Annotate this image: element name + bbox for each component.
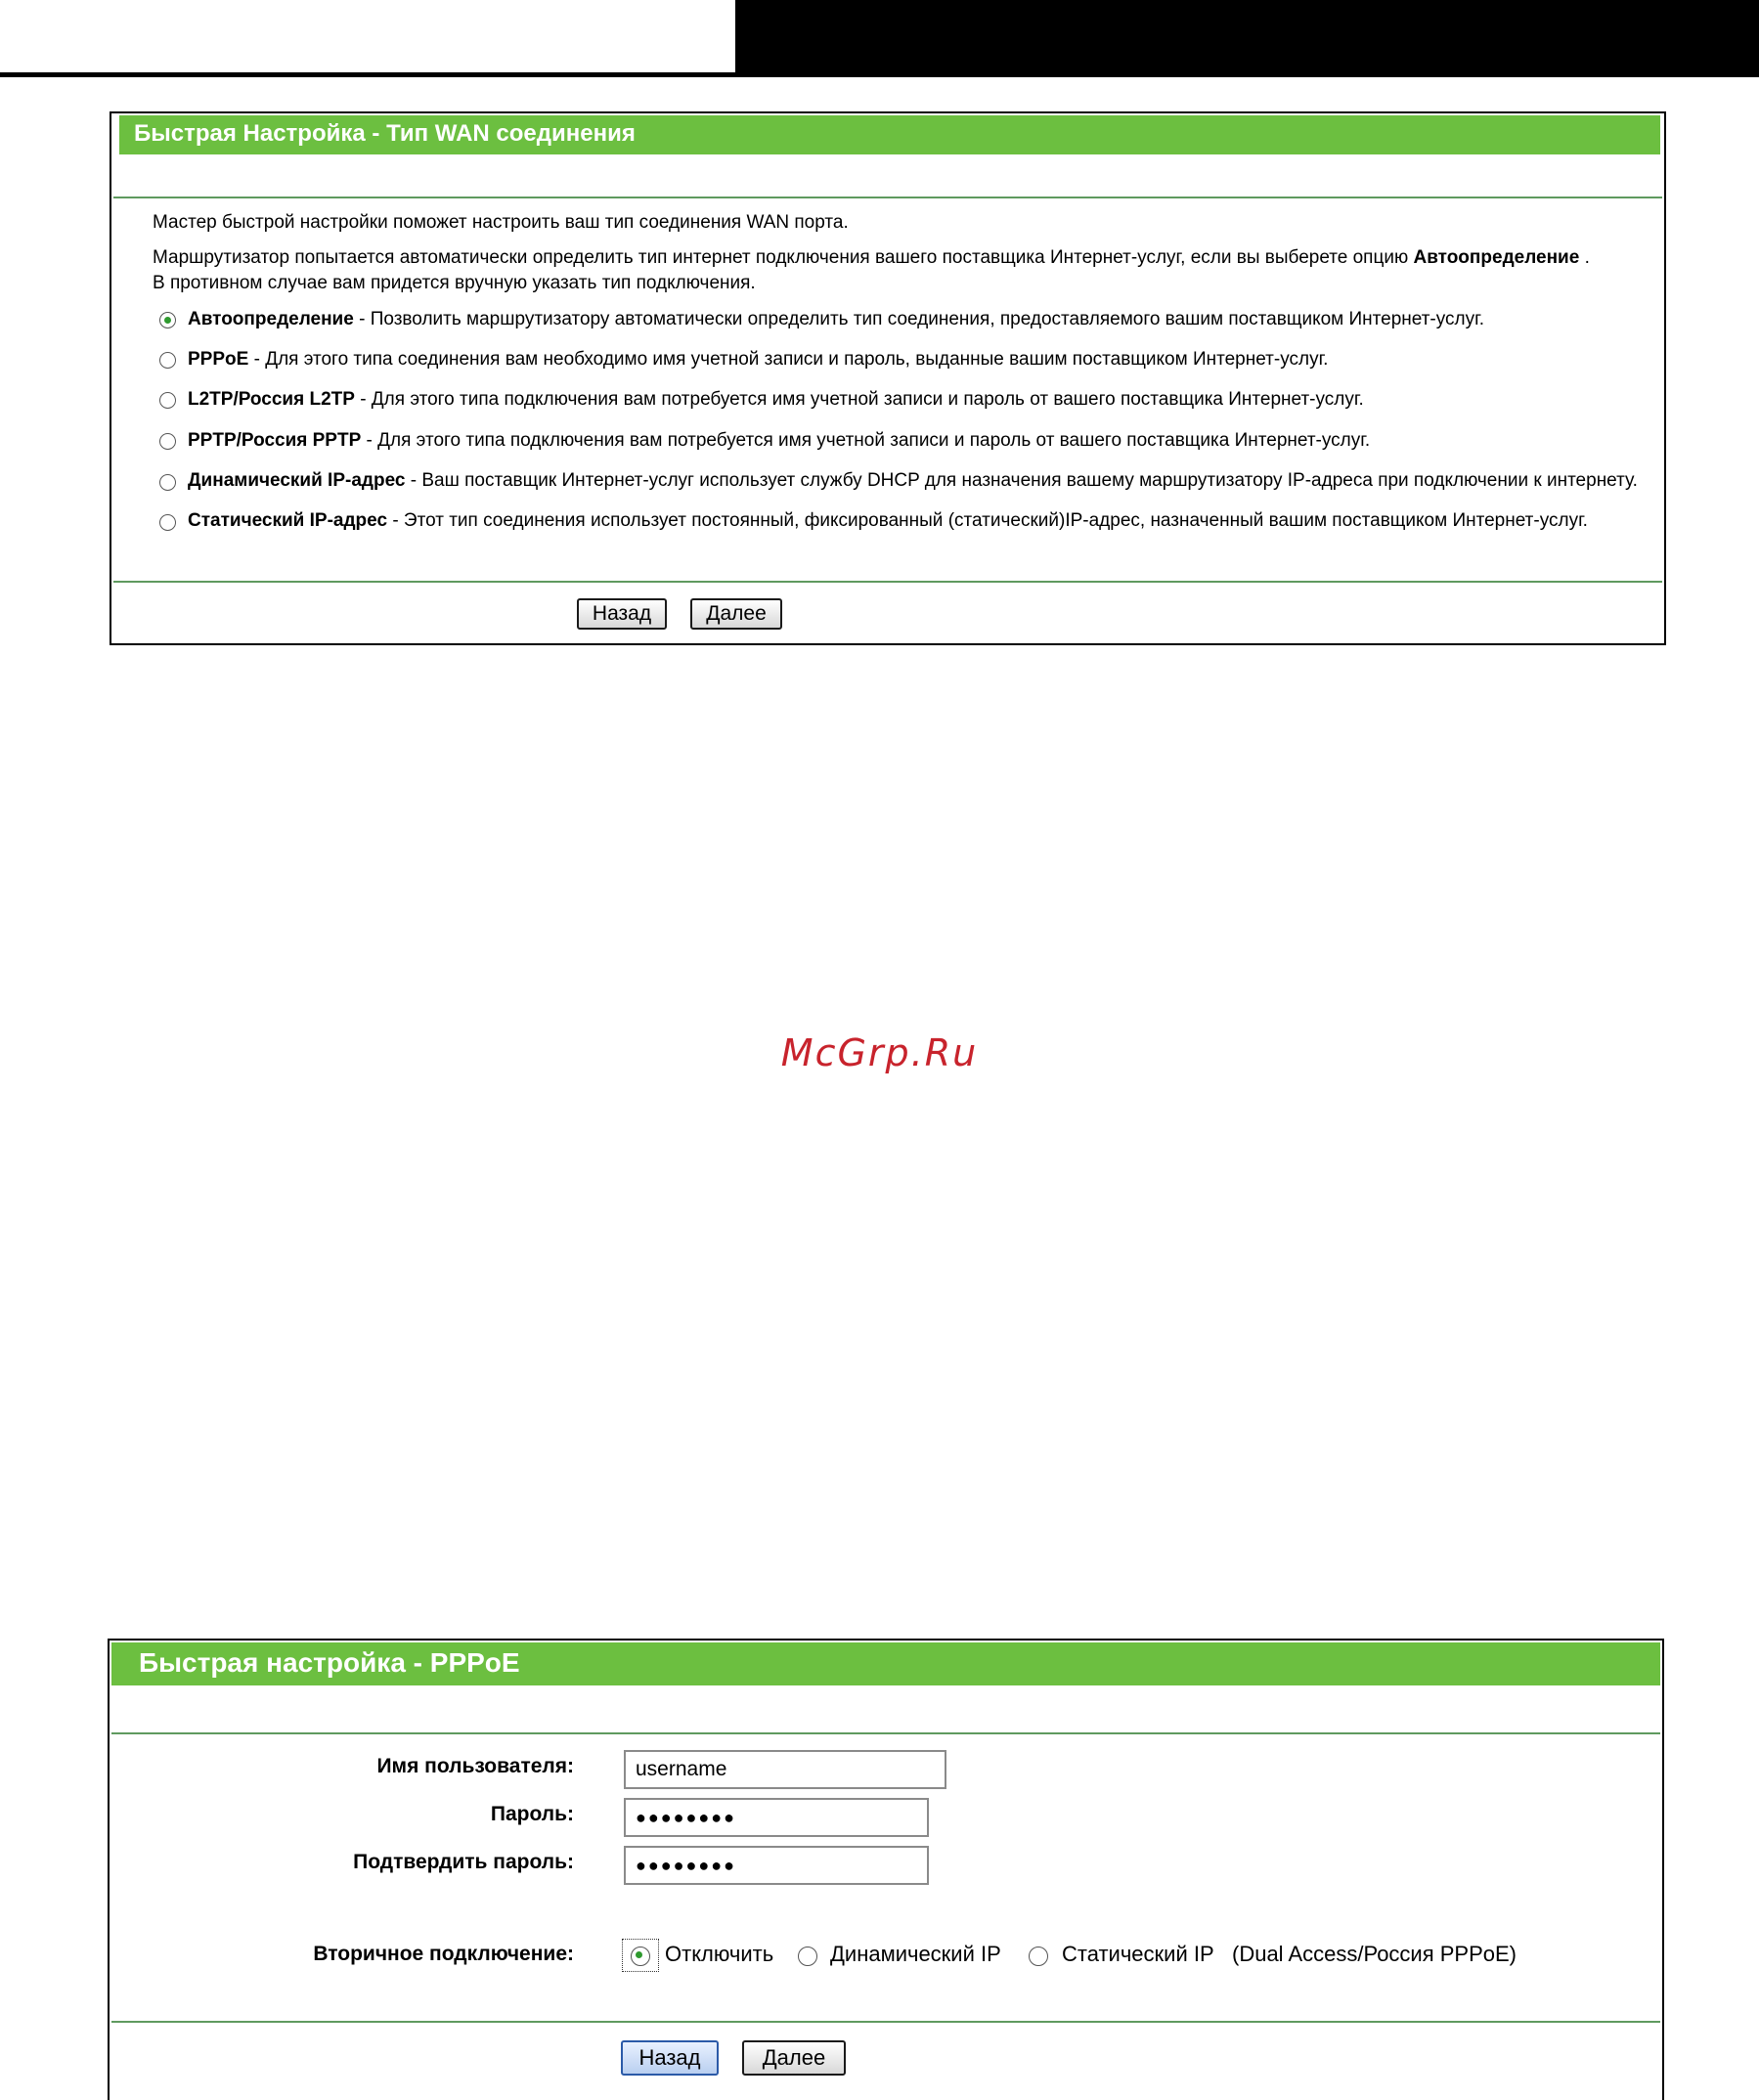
radio-secondary-static-ip[interactable] [1029, 1947, 1048, 1966]
intro-text: Мастер быстрой настройки поможет настроить ваш тип соединения WAN порта. [153, 212, 849, 233]
option-pppoe [188, 348, 1328, 372]
manual-text: В противном случае вам придется вручную указать тип подключения. [153, 273, 756, 293]
option-desc: - Для этого типа соединения вам необходимо имя учетной записи и пароль, выданные вашим поставщиком Интернет-услуг. [248, 349, 1329, 370]
divider [113, 197, 1662, 198]
secondary-connection-label: Вторичное подключение: [313, 1943, 574, 1965]
confirm-password-label: Подтвердить пароль: [353, 1851, 574, 1873]
secondary-note: (Dual Access/Россия PPPoE) [1232, 1942, 1517, 1966]
pppoe-panel [108, 1639, 1664, 2100]
option-name: Статический IP-адрес [188, 510, 388, 531]
option-l2tp [188, 388, 1364, 412]
next-button[interactable]: Далее [690, 598, 782, 630]
radio-l2tp[interactable] [159, 392, 176, 409]
username-label: Имя пользователя: [376, 1755, 574, 1777]
divider [113, 581, 1662, 583]
option-desc: - Для этого типа подключения вам потребуется имя учетной записи и пароль от вашего поставщика Интернет-услуг. [354, 389, 1364, 410]
radio-dynamic-ip[interactable] [159, 474, 176, 491]
auto-detect-text-bold: Автоопределение [1413, 247, 1580, 268]
password-input[interactable] [624, 1798, 929, 1837]
option-desc: - Этот тип соединения использует постоянный, фиксированный (статический)IP-адрес, назначенный вашим поставщиком Интернет-услуг. [387, 510, 1588, 531]
radio-pptp[interactable] [159, 433, 176, 450]
secondary-static-ip-label: Статический IP [1062, 1942, 1214, 1966]
option-name: Динамический IP-адрес [188, 470, 406, 491]
auto-detect-text-start: Маршрутизатор попытается автоматически определить тип интернет подключения вашего поставщика Интернет-услуг, если вы выберете опцию [153, 247, 1414, 268]
watermark: McGrp.Ru [780, 1031, 979, 1074]
back-button[interactable]: Назад [621, 2040, 719, 2076]
option-name: L2TP/Россия L2TP [188, 389, 355, 410]
secondary-dynamic-ip-label: Динамический IP [830, 1942, 1001, 1966]
header-bar [735, 0, 1759, 72]
next-button[interactable]: Далее [742, 2040, 846, 2076]
wan-type-panel [110, 111, 1666, 645]
option-dynamic-ip [188, 469, 1638, 493]
header-rule [0, 72, 1759, 77]
divider [111, 2021, 1660, 2023]
option-pptp [188, 429, 1370, 453]
panel-title: Быстрая Настройка - Тип WAN соединения [119, 115, 1660, 154]
option-auto-detect [188, 308, 1484, 331]
back-button[interactable]: Назад [577, 598, 667, 630]
radio-pppoe[interactable] [159, 352, 176, 369]
radio-static-ip[interactable] [159, 514, 176, 531]
panel-title: Быстрая настройка - PPPoE [111, 1642, 1660, 1685]
option-name: PPPoE [188, 349, 249, 370]
option-desc: - Ваш поставщик Интернет-услуг использует службу DHCP для назначения вашему маршрутизатору IP-адреса при подключении к интернету. [405, 470, 1638, 491]
option-desc: - Позволить маршрутизатору автоматически определить тип соединения, предоставляемого вашим поставщиком Интернет-услуг. [353, 309, 1485, 329]
radio-secondary-dynamic-ip[interactable] [798, 1947, 817, 1966]
option-name: PPTP/Россия PPTP [188, 430, 362, 451]
username-input[interactable] [624, 1750, 946, 1789]
divider [111, 1732, 1660, 1734]
secondary-disable-label: Отключить [665, 1942, 774, 1966]
radio-auto-detect[interactable] [159, 312, 176, 328]
radio-secondary-disable[interactable] [631, 1947, 650, 1966]
confirm-password-input[interactable] [624, 1846, 929, 1885]
auto-detect-text-end: . [1579, 247, 1590, 268]
password-label: Пароль: [490, 1803, 574, 1825]
option-static-ip [188, 509, 1588, 533]
option-desc: - Для этого типа подключения вам потребуется имя учетной записи и пароль от вашего поставщика Интернет-услуг. [361, 430, 1371, 451]
auto-detect-text [153, 246, 1590, 270]
option-name: Автоопределение [188, 309, 354, 329]
